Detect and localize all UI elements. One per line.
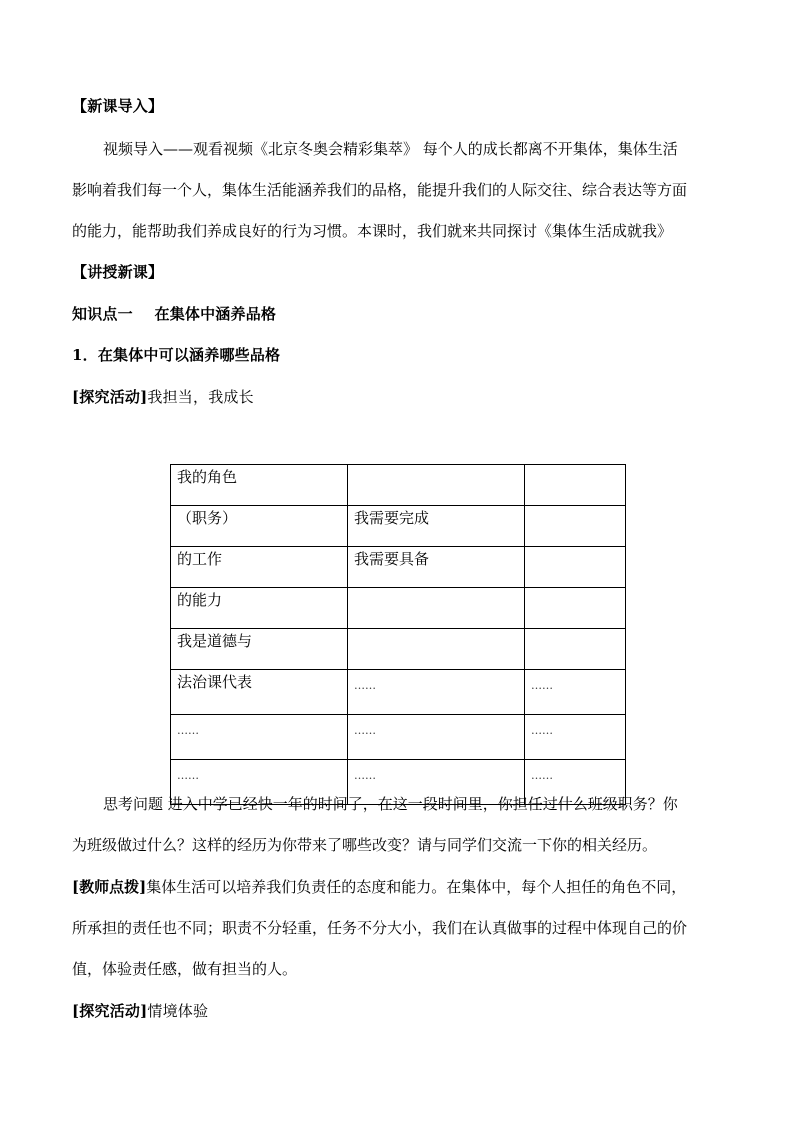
activity-2-text: 情境体验 [147,1002,209,1020]
table-cell [348,629,525,670]
intro-paragraph [72,139,724,241]
lecture-heading: 【讲授新课】 [72,263,164,281]
subheading: 1．在集体中可以涵养哪些品格 [72,346,281,364]
teacher-line-3: 值，体验责任感，做有担当的人。 [72,960,298,978]
table-row [171,506,626,547]
table-cell: 我是道德与 [171,629,348,670]
table-row [171,629,626,670]
table-cell: …… [348,760,525,805]
activity-2-tag: [探究活动] [72,1002,148,1020]
table-cell: 的能力 [171,588,348,629]
activity-1-tag: [探究活动] [72,388,148,406]
intro-line-2: 影响着我们每一个人，集体生活能涵养我们的品格，能提升我们的人际交往、综合表达等方面 [72,181,688,199]
table-cell: …… [348,715,525,760]
teacher-tag: [教师点拨] [72,878,147,896]
thinking-line-1: 思考问题 进入中学已经快一年的时间了，在这一段时间里，你担任过什么班级职务？你 [103,795,678,813]
table-cell: …… [525,670,626,715]
table-cell: …… [171,715,348,760]
activity-1 [72,387,254,407]
table-row [171,715,626,760]
table-cell: 的工作 [171,547,348,588]
role-table [170,464,626,805]
table-cell: 我的角色 [171,465,348,506]
table-row [171,588,626,629]
teacher-paragraph [72,877,724,979]
table-cell: …… [525,715,626,760]
table-cell: 法治课代表 [171,670,348,715]
activity-2 [72,1001,208,1021]
intro-line-1: 视频导入——观看视频《北京冬奥会精彩集萃》 每个人的成长都离不开集体，集体生活 [103,140,678,158]
table-cell [348,465,525,506]
knowledge-point-heading: 知识点一 在集体中涵养品格 [72,305,277,323]
teacher-line-1-text: 集体生活可以培养我们负责任的态度和能力。在集体中，每个人担任的角色不同， [146,878,687,896]
table-row [171,670,626,715]
table-row [171,547,626,588]
table-cell [525,588,626,629]
intro-heading: 【新课导入】 [72,97,164,115]
thinking-paragraph [72,794,724,855]
table-cell: （职务） [171,506,348,547]
table-cell: …… [525,760,626,805]
table-cell [525,465,626,506]
table-cell [525,629,626,670]
table-cell: …… [348,670,525,715]
table-cell [348,588,525,629]
table-cell [525,547,626,588]
activity-1-text: 我担当，我成长 [147,388,254,406]
table-cell [525,506,626,547]
intro-line-3: 的能力，能帮助我们养成良好的行为习惯。本课时，我们就来共同探讨《集体生活成就我》 [72,222,673,240]
table-row [171,465,626,506]
table-cell: 我需要完成 [348,506,525,547]
thinking-line-2: 为班级做过什么？这样的经历为你带来了哪些改变？请与同学们交流一下你的相关经历。 [72,836,658,854]
table-cell: …… [171,760,348,805]
teacher-line-1 [72,877,724,918]
teacher-line-2: 所承担的责任也不同；职责不分轻重，任务不分大小，我们在认真做事的过程中体现自己的价 [72,919,688,937]
table-cell: 我需要具备 [348,547,525,588]
